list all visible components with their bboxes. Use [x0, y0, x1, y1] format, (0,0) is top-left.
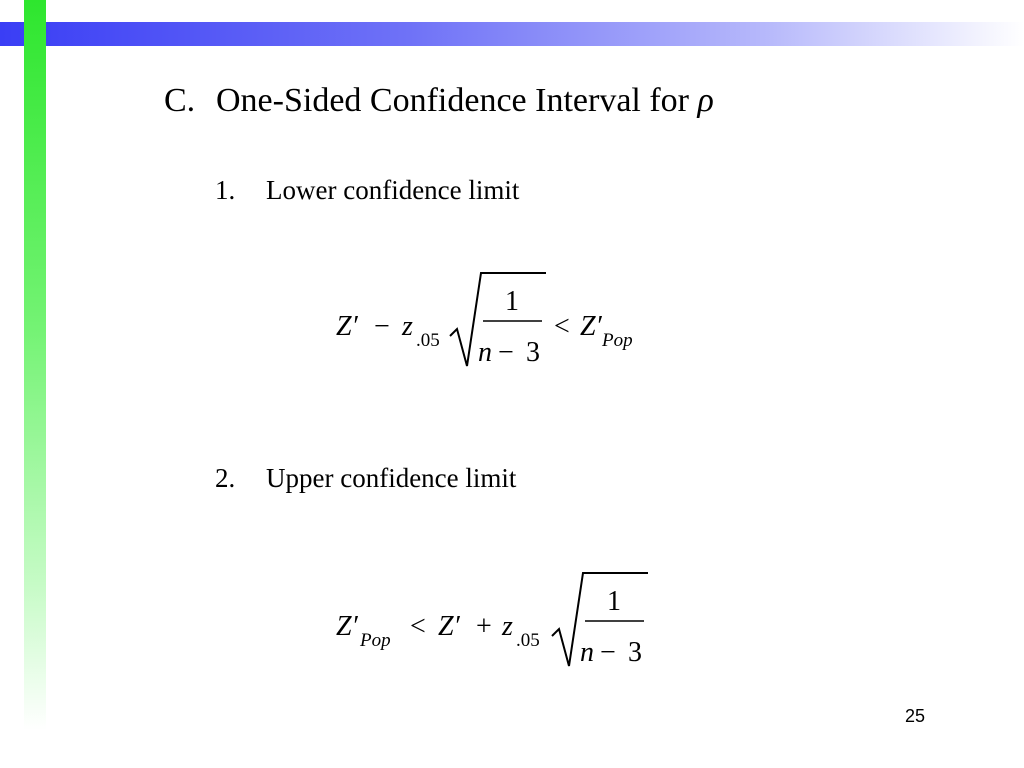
list-item-lower — [215, 175, 519, 206]
z-prime: Z′ — [438, 611, 460, 642]
top-decorative-bar — [0, 22, 1024, 46]
list-item-number: 1. — [215, 175, 236, 205]
z-critical: z — [502, 611, 513, 642]
denominator-minus: − — [600, 637, 616, 668]
denominator-minus: − — [498, 337, 514, 368]
heading-letter: C. — [164, 82, 196, 119]
denominator-three: 3 — [628, 637, 642, 668]
upper-limit-formula — [330, 562, 660, 672]
less-than-sign: < — [554, 311, 570, 342]
denominator-three: 3 — [526, 337, 540, 368]
page-number: 25 — [905, 706, 926, 726]
lower-limit-formula — [330, 262, 660, 372]
less-than-sign: < — [410, 611, 426, 642]
list-item-number: 2. — [215, 463, 236, 493]
minus-sign: − — [374, 311, 390, 342]
alpha-subscript: .05 — [416, 330, 440, 351]
denominator-n: n — [478, 337, 492, 368]
slide-heading — [164, 82, 714, 120]
list-item-upper — [215, 463, 516, 494]
heading-text: One-Sided Confidence Interval for — [216, 82, 698, 119]
fraction-numerator: 1 — [607, 586, 621, 617]
z-prime-pop: Z′ — [336, 611, 358, 642]
z-prime-pop: Z′ — [580, 311, 602, 342]
list-item-label: Upper confidence limit — [266, 463, 517, 493]
denominator-n: n — [580, 637, 594, 668]
pop-subscript: Pop — [360, 630, 391, 651]
pop-subscript: Pop — [602, 330, 633, 351]
z-prime: Z′ — [336, 311, 358, 342]
rho-symbol: ρ — [697, 82, 714, 119]
fraction-numerator: 1 — [505, 286, 519, 317]
plus-sign: + — [476, 611, 492, 642]
side-decorative-bar — [24, 0, 46, 730]
z-critical: z — [402, 311, 413, 342]
list-item-label: Lower confidence limit — [266, 175, 520, 205]
alpha-subscript: .05 — [516, 630, 540, 651]
